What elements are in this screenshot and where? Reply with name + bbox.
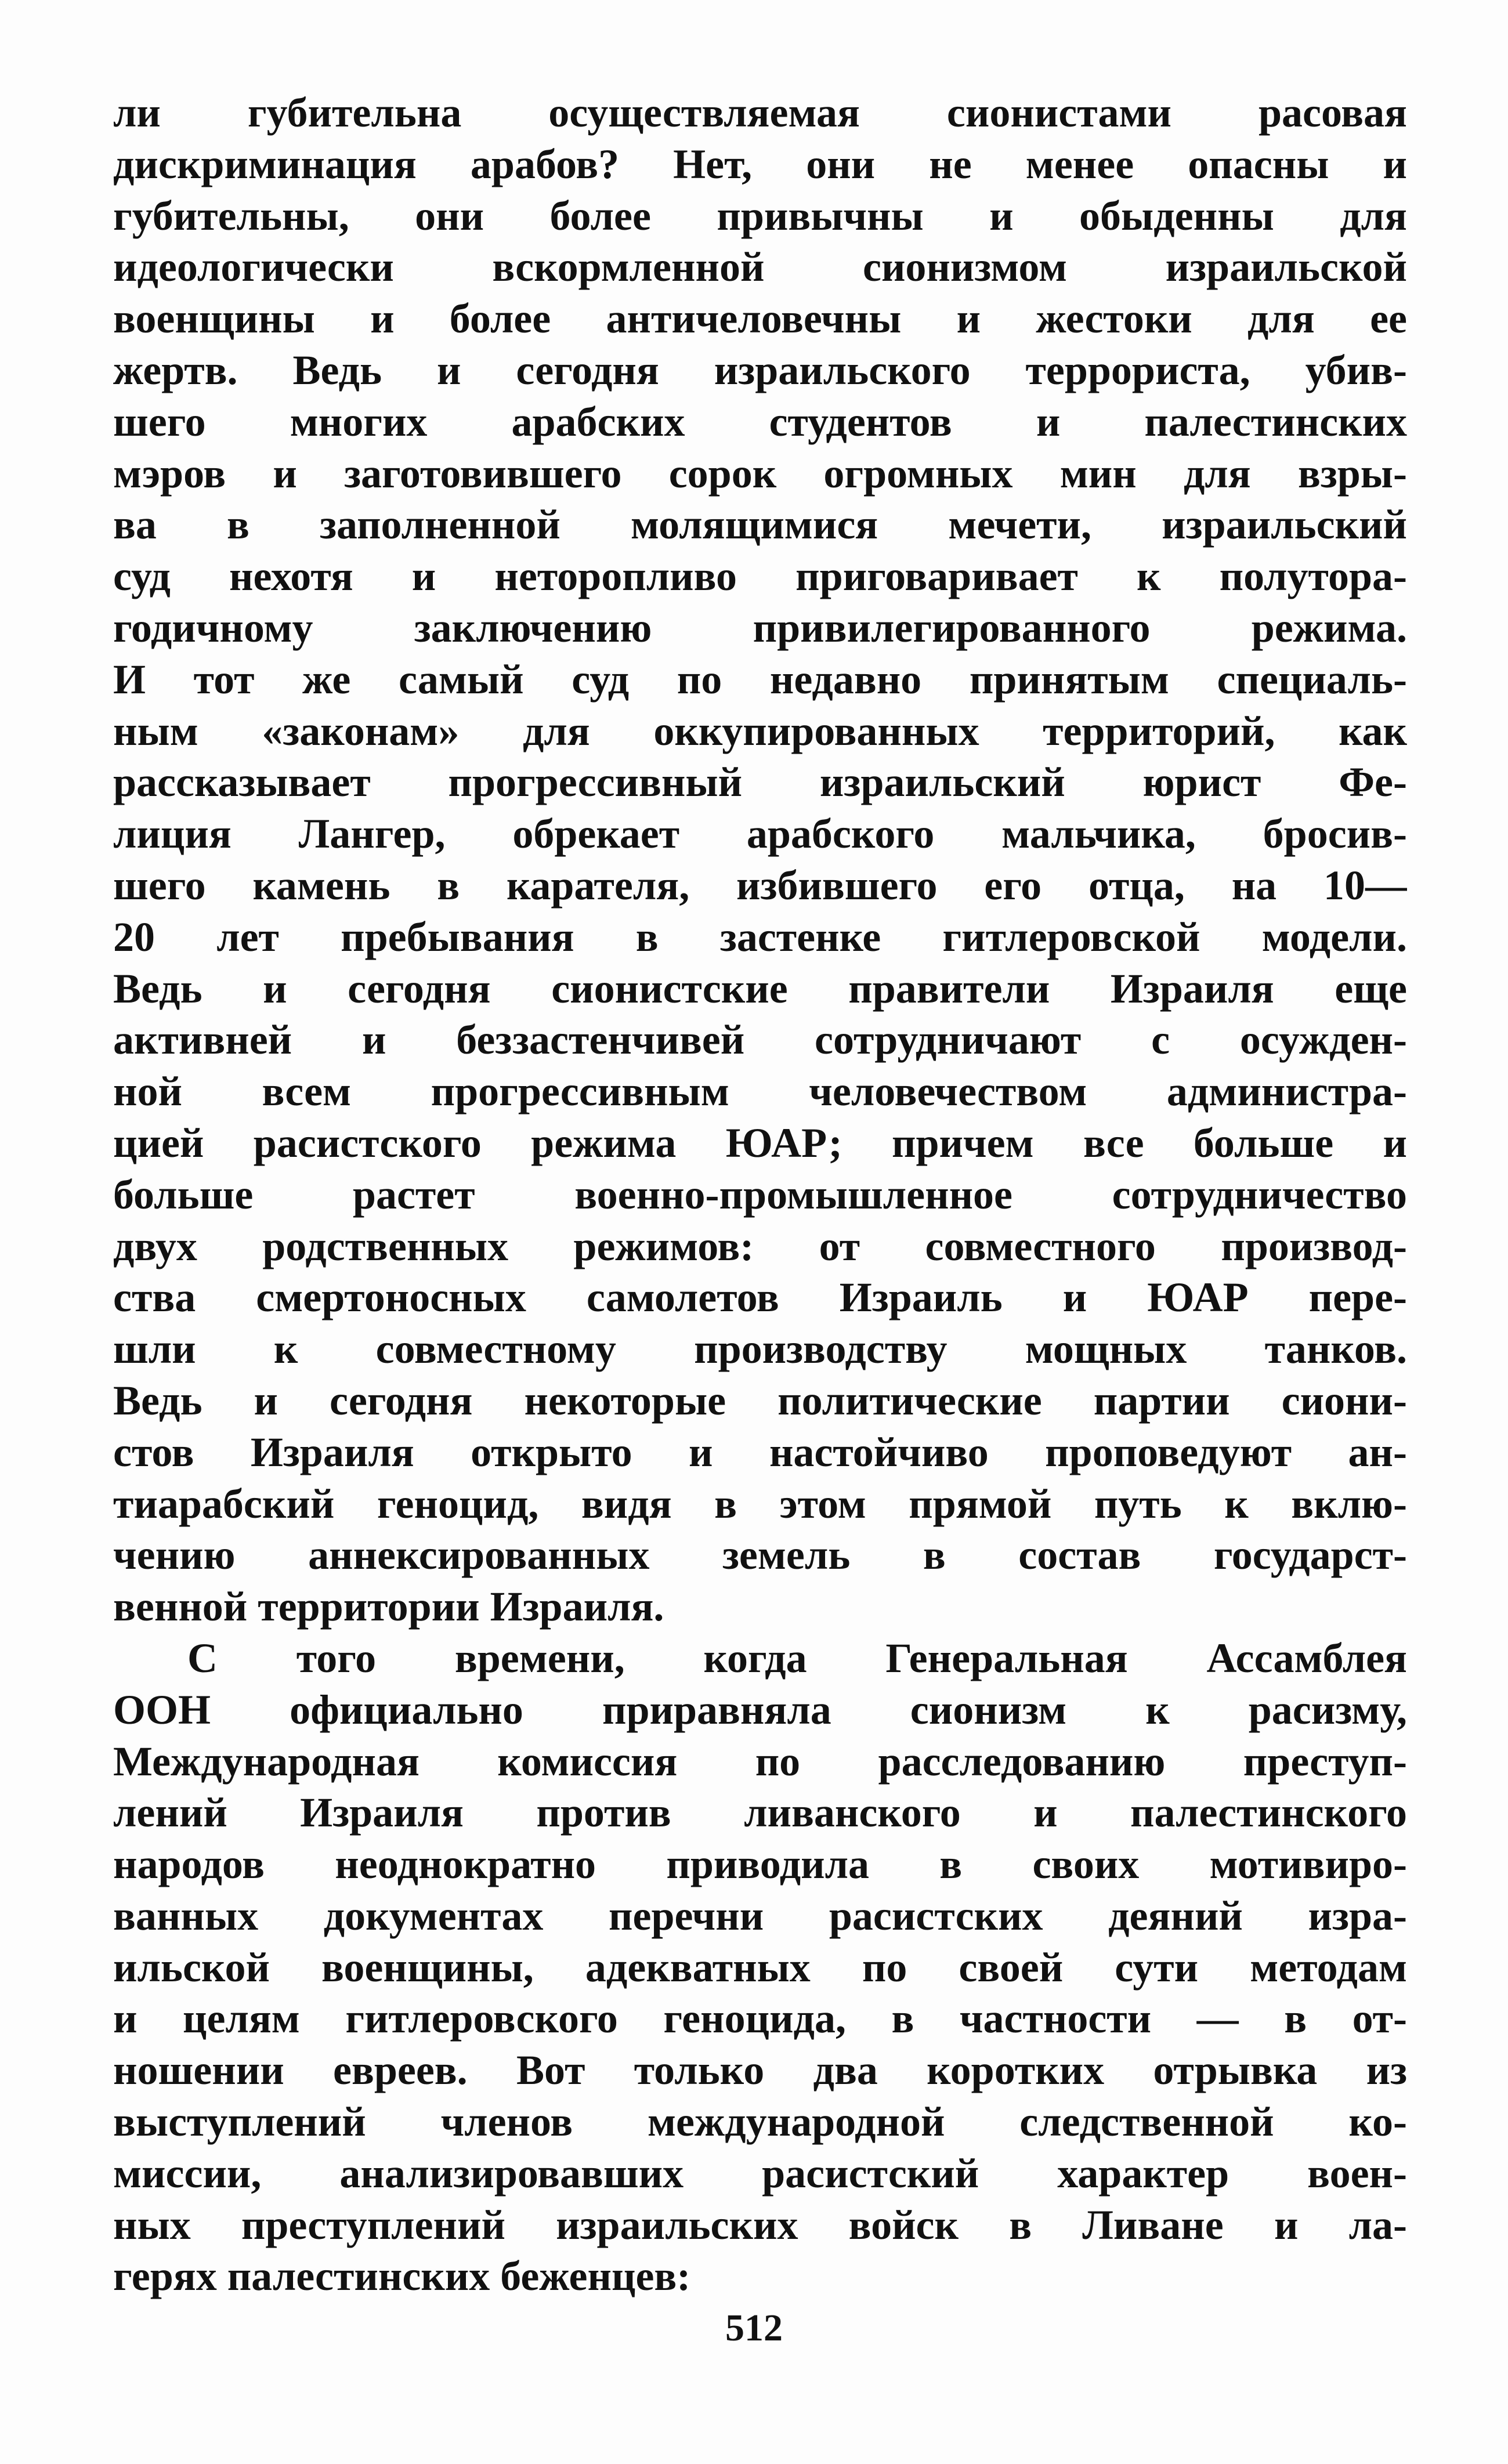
text-line: ва в заполненной молящимися мечети, израильский: [113, 501, 1407, 548]
text-line: годичному заключению привилегированного режима.: [113, 604, 1407, 651]
text-line: жертв. Ведь и сегодня израильского террориста, убив-: [113, 346, 1407, 393]
text-line: активней и беззастенчивей сотрудничают с осужден-: [113, 1016, 1407, 1063]
text-line: чению аннексированных земель в состав государст-: [113, 1532, 1407, 1579]
text-line: Ведь и сегодня сионистские правители Израиля еще: [113, 965, 1407, 1012]
text-line: герях палестинских беженцев:: [113, 2253, 691, 2300]
text-line: ношении евреев. Вот только два коротких отрывка из: [113, 2047, 1407, 2094]
text-line: ства смертоносных самолетов Израиль и ЮАР пере-: [113, 1274, 1407, 1321]
text-line: губительны, они более привычны и обыденны для: [113, 192, 1407, 239]
text-line: лиция Лангер, обрекает арабского мальчика, бросив-: [113, 811, 1407, 857]
text-line: И тот же самый суд по недавно принятым специаль-: [113, 656, 1407, 703]
text-line: Ведь и сегодня некоторые политические партии сиони-: [113, 1377, 1407, 1424]
text-line: миссии, анализировавших расистский характер воен-: [113, 2150, 1407, 2197]
text-line: мэров и заготовившего сорок огромных мин для взры-: [113, 450, 1407, 497]
text-line: рассказывает прогрессивный израильский юрист Фе-: [113, 759, 1407, 806]
text-line: ООН официально приравняла сионизм к расизму,: [113, 1686, 1407, 1733]
text-line: ли губительна осуществляемая сионистами расовая: [113, 89, 1407, 136]
text-line: двух родственных режимов: от совместного производ-: [113, 1222, 1407, 1269]
text-line: дискриминация арабов? Нет, они не менее опасны и: [113, 140, 1407, 187]
text-line: больше растет военно-промышленное сотрудничество: [113, 1171, 1407, 1218]
text-line: и целям гитлеровского геноцида, в частности — в от-: [113, 1995, 1407, 2042]
text-line: лений Израиля против ливанского и палестинского: [113, 1789, 1407, 1836]
text-line: шли к совместному производству мощных танков.: [113, 1326, 1407, 1373]
text-line: ным «законам» для оккупированных территорий, как: [113, 707, 1407, 754]
body-text: [113, 87, 1407, 2302]
text-line: 20 лет пребывания в застенке гитлеровской модели.: [113, 913, 1407, 960]
text-line: С того времени, когда Генеральная Ассамблея: [187, 1634, 1407, 1681]
page-number: 512: [725, 2307, 783, 2349]
text-line: стов Израиля открыто и настойчиво проповедуют ан-: [113, 1428, 1407, 1475]
text-line: венной территории Израиля.: [113, 1583, 664, 1630]
text-line: ванных документах перечни расистских деяний изра-: [113, 1892, 1407, 1939]
text-line: ильской военщины, адекватных по своей сути методам: [113, 1944, 1407, 1991]
text-line: цией расистского режима ЮАР; причем все больше и: [113, 1119, 1407, 1166]
text-line: тиарабский геноцид, видя в этом прямой путь к вклю-: [113, 1480, 1407, 1527]
text-line: шего многих арабских студентов и палестинских: [113, 398, 1407, 445]
text-line: шего камень в карателя, избившего его отца, на 10—: [113, 862, 1407, 909]
text-line: идеологически вскормленной сионизмом израильской: [113, 244, 1407, 291]
text-line: народов неоднократно приводила в своих мотивиро-: [113, 1841, 1407, 1888]
text-line: военщины и более античеловечны и жестоки для ее: [113, 295, 1407, 342]
text-line: суд нехотя и неторопливо приговаривает к полутора-: [113, 553, 1407, 600]
text-line: выступлений членов международной следственной ко-: [113, 2098, 1407, 2145]
text-line: ных преступлений израильских войск в Ливане и ла-: [113, 2201, 1407, 2248]
text-line: Международная комиссия по расследованию преступ-: [113, 1738, 1407, 1785]
text-line: ной всем прогрессивным человечеством администра-: [113, 1068, 1407, 1115]
